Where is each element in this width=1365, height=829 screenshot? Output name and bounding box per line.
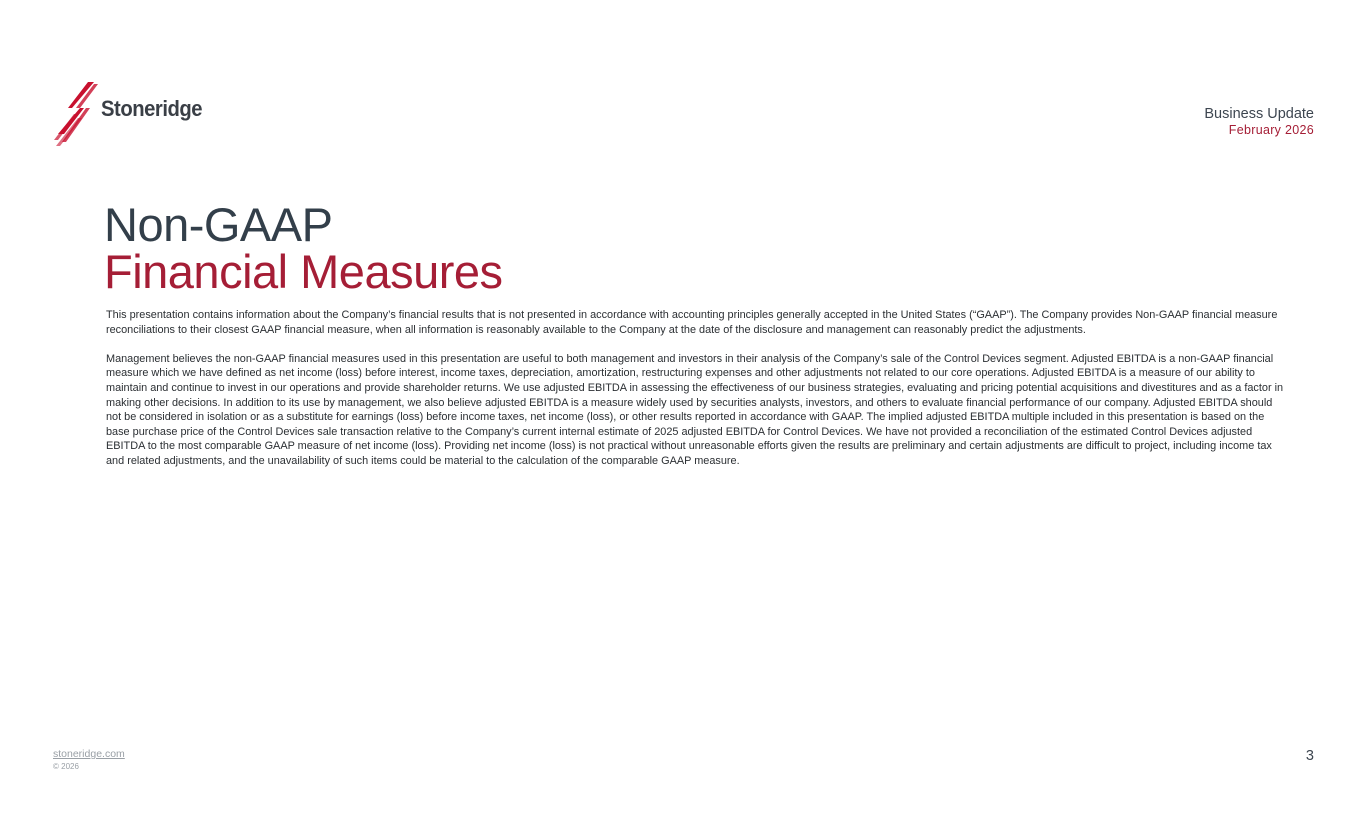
footer-copyright: © 2026 bbox=[53, 762, 79, 771]
title-line-2: Financial Measures bbox=[104, 245, 503, 298]
title-line-1: Non-GAAP bbox=[104, 198, 333, 251]
paragraph-management: Management believes the non-GAAP financial measures used in this presentation are useful to both management and investors in their analysis of the Company’s sale of the Control Devices segment. Adjusted EBITDA is a non-GAAP financial measure which we have defined as net income (loss) before interest, income taxes, depreciation, amortization, restructuring expenses and other adjustments not related to our core operations. Adjusted EBITDA is a measure of our ability to maintain and continue to invest in our operations and provide shareholder returns. We use adjusted EBITDA in assessing the effectiveness of our business strategies, evaluating and pricing potential acquisitions and divestitures and as a factor in making other decisions. In addition to its use by management, we also believe adjusted EBITDA is a measure widely used by securities analysts, investors, and others to evaluate financial performance of our company. Adjusted EBITDA should not be considered in isolation or as a substitute for earnings (loss) before income taxes, net income (loss), or other results reported in accordance with GAAP. The implied adjusted EBITDA multiple included in this presentation is based on the base purchase price of the Control Devices sale transaction relative to the Company’s current internal estimate of 2025 adjusted EBITDA for Control Devices. We have not provided a reconciliation of the estimated Control Devices adjusted EBITDA to the most comparable GAAP measure of net income (loss). Providing net income (loss) is not practical without unreasonable efforts given the results are preliminary and certain adjustments are difficult to project, including income tax and related adjustments, and the unavailability of such items could be material to the calculation of the comparable GAAP measure. bbox=[106, 352, 1284, 467]
paragraph-gaap-intro: This presentation contains information about the Company’s financial results that is not presented in accordance with accounting principles generally accepted in the United States (“GAAP”). The Company provides Non-GAAP financial measure reconciliations to their closest GAAP financial measure, when all information is reasonably available to the Company at the date of the disclosure and management can reasonably predict the adjustments. bbox=[106, 309, 1278, 336]
footer-website-link[interactable]: stoneridge.com bbox=[53, 748, 125, 760]
page-number: 3 bbox=[1305, 748, 1314, 764]
footer bbox=[53, 748, 125, 773]
company-logo bbox=[50, 78, 210, 150]
header-date: February 2026 bbox=[1228, 123, 1314, 137]
header-title: Business Update bbox=[1204, 106, 1314, 122]
body-text bbox=[106, 308, 1286, 483]
header bbox=[1204, 106, 1314, 138]
logo-wordmark: Stoneridge bbox=[101, 96, 203, 121]
page-title bbox=[104, 198, 503, 298]
